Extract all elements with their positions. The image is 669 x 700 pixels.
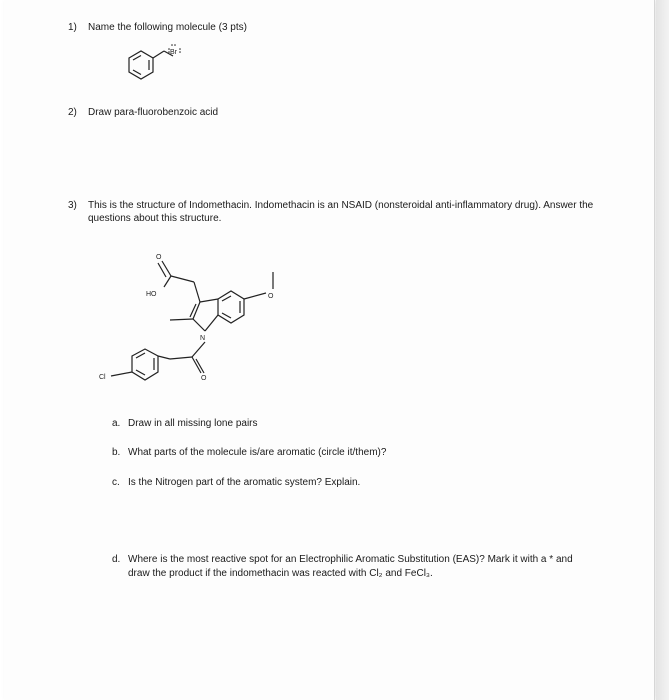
question-3-number: 3) bbox=[68, 200, 77, 211]
ring-acyl-bond bbox=[158, 356, 170, 359]
question-1-text: Name the following molecule (3 pts) bbox=[88, 22, 247, 33]
chlorobenzene-ring bbox=[132, 349, 158, 380]
question-3-text: This is the structure of Indomethacin. Indomethacin is an NSAID (nonsteroidal anti-inflammatory drug). Answer the questions about this structure. bbox=[88, 200, 594, 224]
indomethacin-structure bbox=[4, 0, 324, 400]
subquestion-a-text: Draw in all missing lone pairs bbox=[128, 418, 258, 429]
carbonyl-oxygen-label: O bbox=[156, 254, 162, 261]
ch2-bond bbox=[194, 282, 200, 302]
question-2-text: Draw para-fluorobenzoic acid bbox=[88, 107, 219, 118]
subquestion-c-letter: c. bbox=[112, 477, 120, 488]
acyl-aryl-bond bbox=[170, 357, 192, 359]
chlorine-label: Cl bbox=[99, 374, 106, 381]
subquestion-c-text: Is the Nitrogen part of the aromatic system? Explain. bbox=[128, 477, 361, 488]
aryl-o-bond bbox=[244, 293, 266, 299]
c-cl-bond bbox=[111, 372, 132, 376]
n-acyl-bond bbox=[192, 342, 205, 357]
page-edge-shadow bbox=[656, 0, 669, 700]
c-oh-bond bbox=[164, 276, 171, 287]
subquestion-d-letter: d. bbox=[112, 554, 121, 565]
methyl-bond bbox=[170, 319, 193, 320]
subquestion-a-letter: a. bbox=[112, 418, 121, 429]
pyrrole-ring bbox=[190, 299, 218, 331]
amide-oxygen-label: O bbox=[201, 375, 207, 382]
worksheet-page bbox=[4, 0, 655, 700]
indole-benzene-ring bbox=[218, 291, 244, 323]
subquestion-d-text-line1: Where is the most reactive spot for an Electrophilic Aromatic Substitution (EAS)? Mark it with a * and bbox=[128, 554, 573, 565]
hydroxyl-label: HO bbox=[146, 291, 157, 298]
ch2-cooh-bond bbox=[171, 276, 194, 282]
methoxy-oxygen-label: O bbox=[268, 293, 274, 300]
subquestion-d-text-line2: draw the product if the indomethacin was reacted with Cl₂ and FeCl₃. bbox=[128, 568, 433, 579]
bromine-label: Br bbox=[170, 49, 177, 56]
subquestion-b-text: What parts of the molecule is/are aromatic (circle it/them)? bbox=[128, 447, 387, 458]
subquestion-b-letter: b. bbox=[112, 447, 121, 458]
nitrogen-label: N bbox=[200, 335, 206, 342]
carbonyl-bond bbox=[162, 261, 171, 276]
question-1-number: 1) bbox=[68, 22, 77, 33]
question-2-number: 2) bbox=[68, 107, 77, 118]
